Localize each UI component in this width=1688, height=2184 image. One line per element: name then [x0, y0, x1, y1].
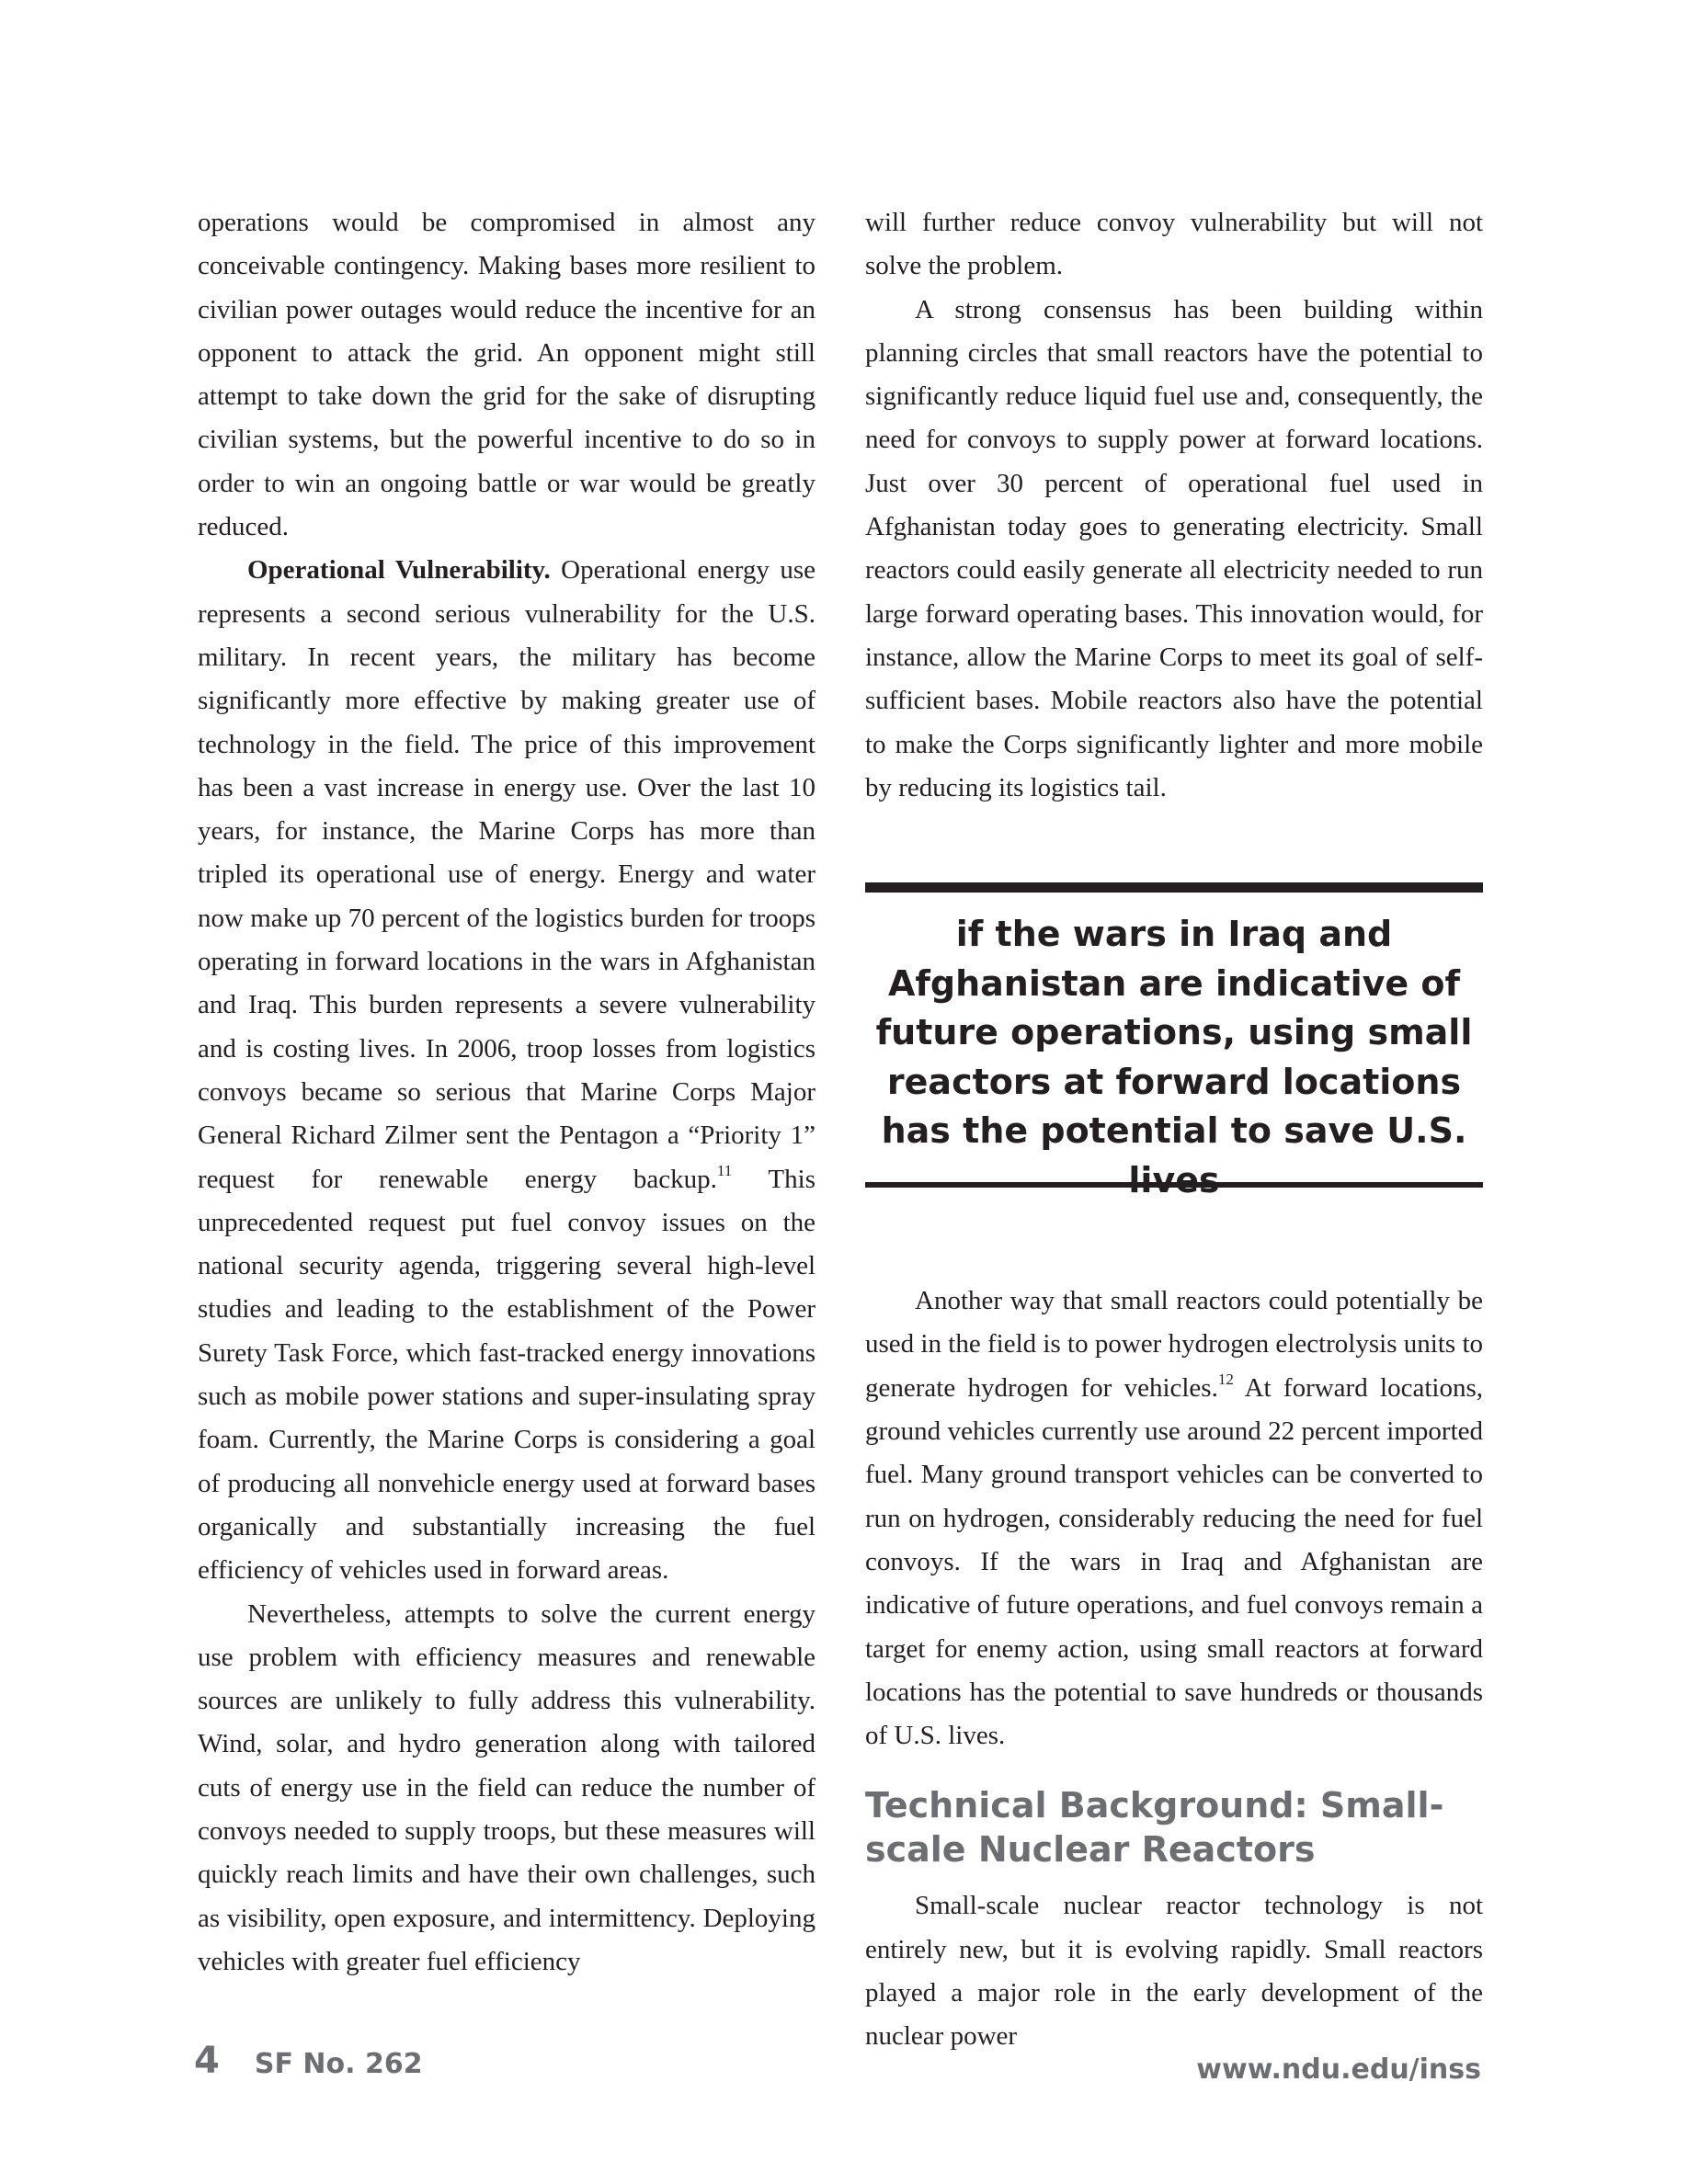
paragraph: A strong consensus has been building within planning circles that small reactors have the potential to significantly reduce liquid fuel use and, consequently, the need for convoys to supply power at forward locations. Just over 30 percent of operational fuel used in Afghanistan today goes to generating electricity. Small reactors could easily generate all electricity needed to run large forward operating bases. This innovation would, for instance, allow the Marine Corps to meet its goal of self-sufficient bases. Mobile reactors also have the potential to make the Corps significantly lighter and more mobile by reducing its logistics tail.: [865, 294, 1483, 802]
footnote-marker: 12: [1217, 1371, 1234, 1389]
page-number: 4: [194, 2040, 220, 2082]
section-heading: Technical Background: Small-scale Nuclear Reactors: [865, 1785, 1444, 1871]
left-column: [198, 201, 815, 1984]
paragraph-text: Another way that small reactors could potentially be used in the field is to power hydrogen electrolysis units to generate hydrogen for vehicles.: [865, 1286, 1483, 1403]
right-column: [865, 201, 1483, 2059]
footnote-marker: 11: [716, 1161, 733, 1179]
series-label: SF No. 262: [254, 2048, 423, 2080]
paragraph-text: At forward locations, ground vehicles currently use around 22 percent imported fuel. Many ground transport vehicles can be converted to run on hydrogen, considerably reducing the need for fuel convoys. If the wars in Iraq and Afghanistan are indicative of future operations, and fuel convoys remain a target for enemy action, using small reactors at forward locations has the potential to save hundreds or thousands of U.S. lives.: [865, 1372, 1484, 1751]
paragraph: [865, 1280, 1483, 1757]
footer-url: www.ndu.edu/inss: [1196, 2053, 1481, 2086]
paragraph: will further reduce convoy vulnerability but will not solve the problem.: [865, 208, 1483, 281]
pull-quote-text: if the wars in Iraq and Afghanistan are indicative of future operations, using small reactors at forward locations has the potential to save U.S. lives: [875, 914, 1473, 1200]
page-footer-left: [194, 2040, 423, 2082]
paragraph: operations would be compromised in almost any conceivable contingency. Making bases more resilient to civilian power outages would reduce the incentive for an opponent to attack the grid. An opponent might still attempt to take down the grid for the sake of disrupting civilian systems, but the powerful incentive to do so in order to win an ongoing battle or war would be greatly reduced.: [198, 208, 815, 542]
paragraph: Nevertheless, attempts to solve the current energy use problem with efficiency measures and renewable sources are unlikely to fully address this vulnerability. Wind, solar, and hydro generation along with tailored cuts of energy use in the field can reduce the number of convoys needed to supply troops, but these measures will quickly reach limits and have their own challenges, such as visibility, open exposure, and intermittency. Deploying vehicles with greater fuel efficiency: [198, 1598, 815, 1976]
pull-quote: [865, 882, 1483, 1200]
paragraph: Small-scale nuclear reactor technology is not entirely new, but it is evolving rapidly. Small reactors played a major role in the early development of the nuclear power: [865, 1891, 1483, 2052]
paragraph-text: Operational energy use represents a second serious vulnerability for the U.S. military. In recent years, the military has become significantly more effective by making greater use of technology in the field. The price of this improvement has been a vast increase in energy use. Over the last 10 years, for instance, the Marine Corps has more than tripled its operational use of energy. Energy and water now make up 70 percent of the logistics burden for troops operating in forward locations in the wars in Afghanistan and Iraq. This burden represents a severe vulnerability and is costing lives. In 2006, troop losses from logistics convoys became so serious that Marine Corps Major General Richard Zilmer sent the Pentagon a “Priority 1” request for renewable energy backup.: [198, 555, 816, 1194]
paragraph-text: This unprecedented request put fuel convoy issues on the national security agenda, triggering several high-level studies and leading to the establishment of the Power Surety Task Force, which fast-tracked energy innovations such as mobile power stations and super-insulating spray foam. Currently, the Marine Corps is considering a goal of producing all nonvehicle energy used at forward bases organically and substantially increasing the fuel efficiency of vehicles used in forward areas.: [198, 1164, 815, 1586]
paragraph-operational-vulnerability: [198, 549, 815, 1592]
run-in-heading: Operational Vulnerability.: [247, 555, 551, 586]
